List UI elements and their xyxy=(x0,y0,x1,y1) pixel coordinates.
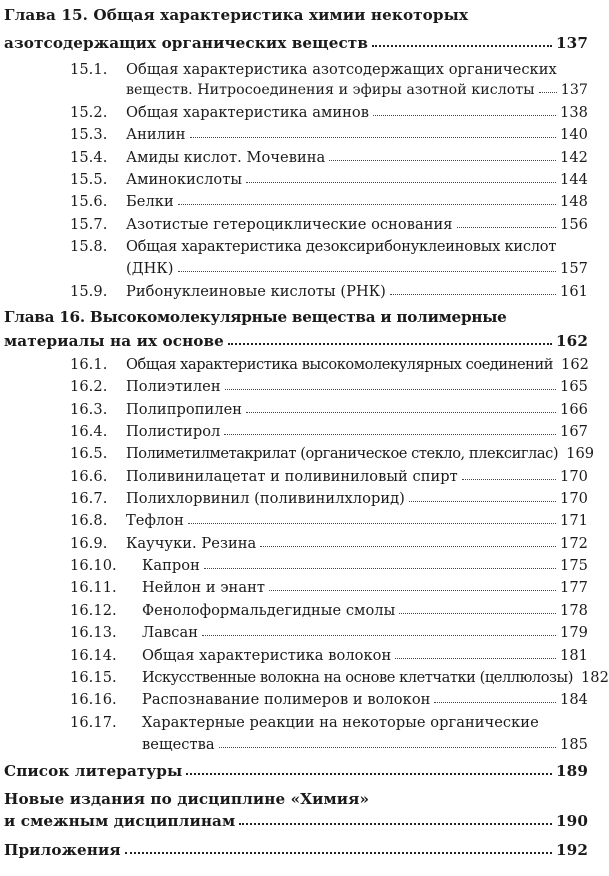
entry-page: 140 xyxy=(559,126,588,143)
dot-leader xyxy=(434,701,556,703)
entry-title: Аминокислоты xyxy=(126,171,243,188)
entry-number: 15.5. xyxy=(70,171,108,188)
entry-page: 172 xyxy=(559,535,588,552)
entry-page: 175 xyxy=(559,557,588,574)
toc-entry-16-11[interactable] xyxy=(70,579,588,596)
dot-leader xyxy=(125,851,552,854)
entry-number: 16.8. xyxy=(70,512,108,529)
chapter-16-title-line2: материалы на их основе xyxy=(4,332,224,350)
toc-entry-16-14[interactable] xyxy=(70,647,588,664)
dot-leader xyxy=(539,91,557,93)
toc-entry-16-17-line2[interactable] xyxy=(126,736,588,753)
dot-leader xyxy=(190,136,556,138)
toc-entry-15-4[interactable] xyxy=(70,149,588,166)
entry-number: 16.2. xyxy=(70,378,108,395)
toc-entry-16-6[interactable] xyxy=(70,468,588,485)
entry-number: 15.1. xyxy=(70,61,108,78)
toc-entry-16-17-line1[interactable] xyxy=(70,714,588,731)
entry-title-line1: Общая характеристика дезоксирибонуклеиновых кислот xyxy=(126,238,557,255)
entry-title: Белки xyxy=(126,193,174,210)
chapter-15-title-line1: Глава 15. Общая характеристика химии некоторых xyxy=(4,6,469,24)
entry-title: Общая характеристика высокомолекулярных соединений xyxy=(126,356,554,373)
chapter-15-page: 137 xyxy=(555,34,588,52)
entry-number: 16.16. xyxy=(70,691,117,708)
toc-entry-15-7[interactable] xyxy=(70,216,588,233)
toc-entry-16-7[interactable] xyxy=(70,490,588,507)
toc-entry-16-1[interactable] xyxy=(70,356,590,373)
entry-page: 138 xyxy=(559,104,588,121)
entry-number: 16.7. xyxy=(70,490,108,507)
new-editions-heading-line1 xyxy=(4,790,588,808)
dot-leader xyxy=(409,500,556,502)
entry-page: 142 xyxy=(559,149,588,166)
entry-title: Рибонуклеиновые кислоты (РНК) xyxy=(126,283,386,300)
entry-title: Полистирол xyxy=(126,423,221,440)
entry-title: Фенолоформальдегидные смолы xyxy=(142,602,396,619)
entry-number: 15.4. xyxy=(70,149,108,166)
new-editions-title-line2: и смежным дисциплинам xyxy=(4,812,236,830)
dot-leader xyxy=(260,545,556,547)
entry-number: 16.13. xyxy=(70,624,117,641)
entry-title: Распознавание полимеров и волокон xyxy=(142,691,431,708)
appendices-heading[interactable] xyxy=(4,841,588,859)
entry-title-line2: (ДНК) xyxy=(126,260,174,277)
entry-number: 16.1. xyxy=(70,356,108,373)
entry-title: Амиды кислот. Мочевина xyxy=(126,149,326,166)
entry-page: 166 xyxy=(559,401,588,418)
entry-page: 144 xyxy=(559,171,588,188)
entry-page: 161 xyxy=(559,283,588,300)
toc-entry-16-12[interactable] xyxy=(70,602,588,619)
chapter-15-title-line2: азотсодержащих органических веществ xyxy=(4,34,368,52)
entry-title: Капрон xyxy=(142,557,200,574)
entry-title: Лавсан xyxy=(142,624,198,641)
toc-entry-15-6[interactable] xyxy=(70,193,588,210)
dot-leader xyxy=(224,433,556,435)
toc-entry-15-1-line2[interactable] xyxy=(126,82,588,98)
appendices-title: Приложения xyxy=(4,841,121,859)
entry-number: 15.8. xyxy=(70,238,108,255)
dot-leader xyxy=(178,270,556,272)
dot-leader xyxy=(399,612,556,614)
entry-title: Искусственные волокна на основе клетчатки (целлюлозы) xyxy=(142,669,573,686)
entry-page: 178 xyxy=(559,602,588,619)
entry-number: 15.9. xyxy=(70,283,108,300)
entry-number: 16.5. xyxy=(70,445,108,462)
entry-title: Полихлорвинил (поливинилхлорид) xyxy=(126,490,405,507)
entry-page: 171 xyxy=(559,512,588,529)
entry-number: 15.7. xyxy=(70,216,108,233)
entry-number: 16.12. xyxy=(70,602,117,619)
entry-page: 157 xyxy=(559,260,588,277)
dot-leader xyxy=(188,522,556,524)
entry-page: 185 xyxy=(559,736,588,753)
entry-page: 162 xyxy=(561,356,590,373)
toc-entry-16-3[interactable] xyxy=(70,401,588,418)
toc-entry-15-2[interactable] xyxy=(70,104,588,121)
entry-title: Полиметилметакрилат (органическое стекло, плексиглас) xyxy=(126,445,559,462)
toc-entry-16-4[interactable] xyxy=(70,423,588,440)
new-editions-heading-line2[interactable] xyxy=(4,812,588,830)
toc-entry-15-1-line1[interactable] xyxy=(70,61,588,78)
references-heading[interactable] xyxy=(4,762,588,780)
toc-entry-16-2[interactable] xyxy=(70,378,588,395)
dot-leader xyxy=(204,567,556,569)
chapter-16-heading-line1 xyxy=(4,308,588,326)
entry-title: Общая характеристика аминов xyxy=(126,104,370,121)
entry-title-line1: Характерные реакции на некоторые органические xyxy=(142,714,539,731)
entry-page: 148 xyxy=(559,193,588,210)
entry-number: 16.15. xyxy=(70,669,117,686)
dot-leader xyxy=(178,203,556,205)
dot-leader xyxy=(269,589,556,591)
entry-number: 16.6. xyxy=(70,468,108,485)
entry-title-line2: веществ. Нитросоединения и эфиры азотной кислоты xyxy=(126,82,535,98)
entry-title: Полиэтилен xyxy=(126,378,221,395)
entry-page: 169 xyxy=(566,445,595,462)
entry-number: 16.11. xyxy=(70,579,117,596)
dot-leader xyxy=(462,478,556,480)
dot-leader xyxy=(228,342,552,345)
entry-page: 165 xyxy=(559,378,588,395)
entry-number: 15.3. xyxy=(70,126,108,143)
dot-leader xyxy=(246,181,556,183)
chapter-15-heading-line2[interactable] xyxy=(4,34,588,52)
dot-leader xyxy=(246,411,556,413)
dot-leader xyxy=(202,634,556,636)
dot-leader xyxy=(457,226,556,228)
chapter-16-page: 162 xyxy=(555,332,588,350)
toc-entry-16-10[interactable] xyxy=(70,557,588,574)
toc-entry-16-15[interactable] xyxy=(70,669,609,686)
toc-entry-16-9[interactable] xyxy=(70,535,588,552)
entry-number: 16.10. xyxy=(70,557,117,574)
entry-title: Полипропилен xyxy=(126,401,243,418)
entry-page: 170 xyxy=(559,468,588,485)
entry-title: Каучуки. Резина xyxy=(126,535,257,552)
chapter-16-heading-line2[interactable] xyxy=(4,332,588,350)
entry-page: 156 xyxy=(559,216,588,233)
entry-title: Тефлон xyxy=(126,512,184,529)
entry-number: 15.2. xyxy=(70,104,108,121)
dot-leader xyxy=(373,114,556,116)
chapter-16-title-line1: Глава 16. Высокомолекулярные вещества и полимерные xyxy=(4,308,507,326)
entry-number: 15.6. xyxy=(70,193,108,210)
dot-leader xyxy=(395,657,556,659)
new-editions-title-line1: Новые издания по дисциплине «Химия» xyxy=(4,790,370,808)
entry-title: Поливинилацетат и поливиниловый спирт xyxy=(126,468,458,485)
toc-entry-16-13[interactable] xyxy=(70,624,588,641)
references-title: Список литературы xyxy=(4,762,183,780)
entry-title: Нейлон и энант xyxy=(142,579,265,596)
dot-leader xyxy=(390,293,556,295)
references-page: 189 xyxy=(555,762,588,780)
toc-entry-16-8[interactable] xyxy=(70,512,588,529)
toc-entry-15-3[interactable] xyxy=(70,126,588,143)
dot-leader xyxy=(372,44,552,47)
entry-page: 179 xyxy=(559,624,588,641)
toc-entry-16-5[interactable] xyxy=(70,445,595,462)
chapter-15-heading-line1 xyxy=(4,6,588,24)
appendices-page: 192 xyxy=(555,841,588,859)
entry-number: 16.17. xyxy=(70,714,117,731)
entry-page: 170 xyxy=(559,490,588,507)
entry-page: 177 xyxy=(559,579,588,596)
dot-leader xyxy=(219,746,556,748)
entry-title: Азотистые гетероциклические основания xyxy=(126,216,453,233)
entry-page: 137 xyxy=(560,82,588,98)
dot-leader xyxy=(225,388,556,390)
entry-number: 16.4. xyxy=(70,423,108,440)
toc-entry-15-5[interactable] xyxy=(70,171,588,188)
toc-entry-15-8-line2[interactable] xyxy=(126,260,588,277)
toc-entry-15-9[interactable] xyxy=(70,283,588,300)
entry-page: 184 xyxy=(559,691,588,708)
entry-page: 167 xyxy=(559,423,588,440)
entry-title-line1: Общая характеристика азотсодержащих органических xyxy=(126,61,557,78)
dot-leader xyxy=(239,822,552,825)
toc-entry-16-16[interactable] xyxy=(70,691,588,708)
dot-leader xyxy=(329,159,556,161)
entry-number: 16.9. xyxy=(70,535,108,552)
entry-title-line2: вещества xyxy=(142,736,215,753)
entry-number: 16.14. xyxy=(70,647,117,664)
toc-entry-15-8-line1[interactable] xyxy=(70,238,588,255)
dot-leader xyxy=(186,772,552,775)
entry-title: Общая характеристика волокон xyxy=(142,647,392,664)
entry-page: 182 xyxy=(580,669,609,686)
entry-page: 181 xyxy=(559,647,588,664)
new-editions-page: 190 xyxy=(555,812,588,830)
entry-number: 16.3. xyxy=(70,401,108,418)
entry-title: Анилин xyxy=(126,126,186,143)
